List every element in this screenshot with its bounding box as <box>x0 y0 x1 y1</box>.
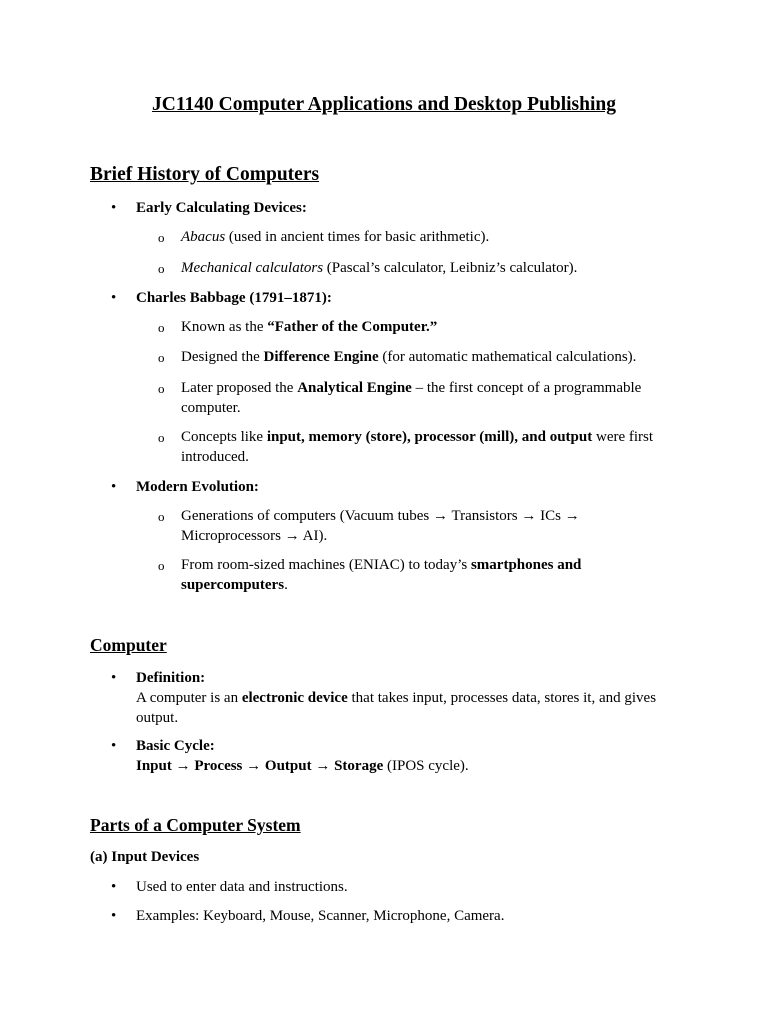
sub-bullet-marker: o <box>158 261 165 276</box>
sub-bullet-marker: o <box>158 230 165 245</box>
bullet-marker: • <box>111 200 117 216</box>
bullet-marker: • <box>111 479 117 495</box>
sub-bullet-marker: o <box>158 430 165 445</box>
sub-bullet-marker: o <box>158 320 165 335</box>
section-heading-computer: Computer <box>90 635 167 655</box>
list-item: Known as the “Father of the Computer.” <box>181 319 438 335</box>
bullet-marker: • <box>111 670 117 686</box>
modern-evolution-label: Modern Evolution: <box>136 479 259 495</box>
sub-bullet-marker: o <box>158 381 165 396</box>
list-item: Examples: Keyboard, Mouse, Scanner, Microphone, Camera. <box>136 908 505 924</box>
sub-bullet-marker: o <box>158 509 165 524</box>
list-item: Mechanical calculators (Pascal’s calculator, Leibniz’s calculator). <box>181 260 578 276</box>
section-heading-history: Brief History of Computers <box>90 164 320 185</box>
document-title: JC1140 Computer Applications and Desktop Publishing <box>152 94 616 115</box>
definition-item: Definition: A computer is an electronic device that takes input, processes data, stores it, and gives output. <box>136 670 657 726</box>
bullet-marker: • <box>111 908 117 924</box>
sub-bullet-marker: o <box>158 558 165 573</box>
list-item: Concepts like input, memory (store), processor (mill), and output were first introduced. <box>181 429 654 465</box>
babbage-label: Charles Babbage (1791–1871): <box>136 290 332 306</box>
sub-bullet-marker: o <box>158 350 165 365</box>
list-item: From room-sized machines (ENIAC) to today’s smartphones and supercomputers. <box>181 557 582 593</box>
section-heading-parts: Parts of a Computer System <box>90 815 301 835</box>
list-item: Abacus (used in ancient times for basic arithmetic). <box>181 229 490 245</box>
list-item: Generations of computers (Vacuum tubes → Transistors → ICs → Microprocessors → AI). <box>181 508 580 544</box>
input-devices-subheading: (a) Input Devices <box>90 849 200 865</box>
list-item: Designed the Difference Engine (for automatic mathematical calculations). <box>181 349 637 365</box>
early-devices-label: Early Calculating Devices: <box>136 200 307 216</box>
bullet-marker: • <box>111 290 117 306</box>
bullet-marker: • <box>111 738 117 754</box>
bullet-marker: • <box>111 879 117 895</box>
list-item: Used to enter data and instructions. <box>136 879 348 895</box>
list-item: Later proposed the Analytical Engine – the first concept of a programmable computer. <box>181 380 642 416</box>
basic-cycle-item: Basic Cycle: Input → Process → Output → Storage (IPOS cycle). <box>136 738 469 774</box>
